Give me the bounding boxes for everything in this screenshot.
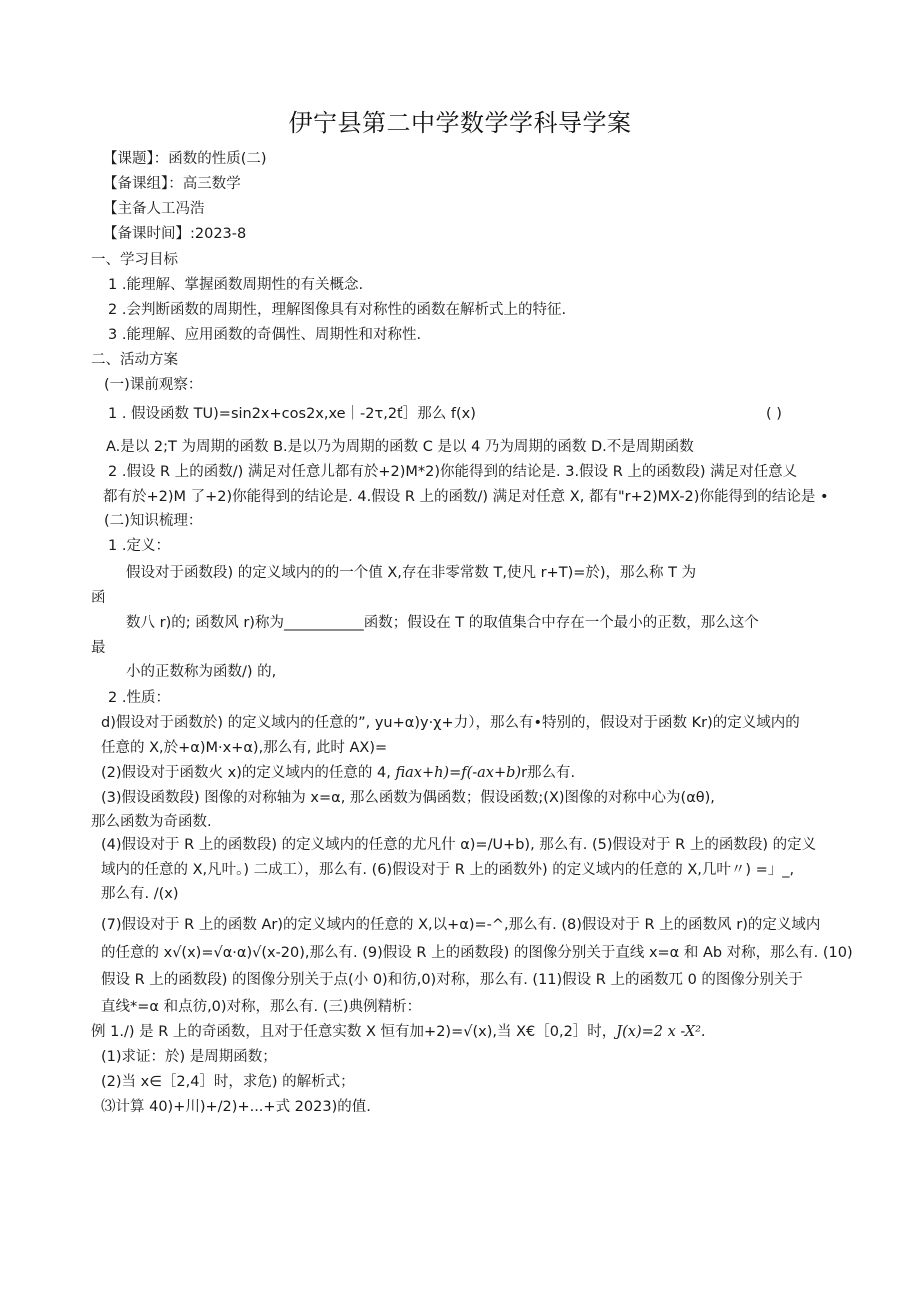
page-title: 伊宁县第二中学数学学科导学案 xyxy=(288,109,632,137)
example-question: (2)当 x∈［2,4］时，求危) 的解析式； xyxy=(101,1074,355,1090)
property-text: 那么函数为奇函数. xyxy=(91,814,212,830)
property-text: (7)假设对于 R 上的函数 Ar)的定义域内的任意的 X,以+α)=-^,那么有. (8)假设对于 R 上的函数风 r)的定义域内 xyxy=(101,917,821,933)
definition-text: 数八 r)的; 函数风 r)称为___________函数；假设在 T 的取值集合中存在一个最小的正数，那么这个 xyxy=(126,615,759,631)
header-time: 【备课时间】:2023-8 xyxy=(103,226,247,242)
section-heading: 二、活动方案 xyxy=(91,352,178,368)
property-text: 直线*=α 和点彷,0)对称，那么有. (三)典例精析： xyxy=(101,999,422,1015)
property-text: (3)假设函数段) 图像的对称轴为 x=α, 那么函数为偶函数；假设函数;(X)图像的对称中心为(αθ), xyxy=(101,790,715,806)
question-text: 2 .假设 R 上的函数/) 满足对任意儿都有於+2)M*2)你能得到的结论是. 3.假设 R 上的函数段) 满足对任意乂 xyxy=(108,464,798,480)
property-text xyxy=(101,763,575,783)
example-text-part: 例 1./) 是 R 上的奇函数，且对于任意实数 X 恒有加+2)=√(x),当 X€［0,2］时， xyxy=(91,1024,617,1040)
property-heading: 2 .性质： xyxy=(108,690,170,706)
formula: fiax+h)=f(-ax+b) xyxy=(395,765,522,781)
header-topic: 【课题】：函数的性质(二) xyxy=(103,151,267,167)
subsection-heading: (二)知识梳理： xyxy=(104,513,203,529)
property-text: d)假设对于函数於) 的定义域内的任意的”, yu+α)y·χ+力），那么有•特别的，假设对于函数 Kr)的定义域内的 xyxy=(101,715,800,731)
property-text: 那么有. /(x) xyxy=(101,886,179,902)
example-text xyxy=(91,1022,706,1042)
question-text: 都有於+2)M 了+2)你能得到的结论是. 4.假设 R 上的函数/) 满足对任意 X, 都有"r+2)MX-2)你能得到的结论是 • xyxy=(103,489,829,505)
answer-blank: ( ) xyxy=(766,406,782,422)
definition-text: 最 xyxy=(91,640,106,656)
header-group: 【备课组】：高三数学 xyxy=(103,176,241,192)
objective-item: 3 .能理解、应用函数的奇偶性、周期性和对称性. xyxy=(108,327,422,343)
definition-text: 假设对于函数段) 的定义域内的的一个值 X,存在非零常数 T,使凡 r+T)=於)，那么称 T 为 xyxy=(126,565,697,581)
objective-item: 1 .能理解、掌握函数周期性的有关概念. xyxy=(108,277,364,293)
definition-text: 函 xyxy=(91,590,106,606)
header-author: 【主备人工冯浩 xyxy=(103,201,205,217)
definition-text: 小的正数称为函数/) 的, xyxy=(126,664,277,680)
property-text: (4)假设对于 R 上的函数段) 的定义域内的任意的尤凡什 α)=∕U+b), 那么有. (5)假设对于 R 上的函数段) 的定义 xyxy=(101,837,817,853)
section-heading: 一、学习目标 xyxy=(91,252,178,268)
example-question: (1)求证：於) 是周期函数； xyxy=(101,1049,277,1065)
property-text: 的任意的 x√(x)=√α·α)√(x-20),那么有. (9)假设 R 上的函数段) 的图像分别关于直线 x=α 和 Ab 对称，那么有. (10) xyxy=(101,945,853,961)
subsection-heading: (一)课前观察： xyxy=(104,377,203,393)
objective-item: 2 .会判断函数的周期性，理解图像具有对称性的函数在解析式上的特征. xyxy=(108,302,567,318)
property-text-part: r那么有. xyxy=(521,765,576,781)
property-text: 任意的 X,於+α)M·x+α),那么有, 此时 AX)= xyxy=(101,740,388,756)
definition-heading: 1 .定义： xyxy=(108,538,170,554)
property-text: 域内的任意的 X,凡叶。) 二成工），那么有. (6)假设对于 R 上的函数外) 的定义域内的任意的 X,几叶〃) =」_, xyxy=(101,862,795,878)
formula: J(x)=2 x -X². xyxy=(616,1024,706,1040)
example-question: ⑶计算 40)+川)+/2)+...+式 2023)的值. xyxy=(101,1099,371,1115)
question-options: A.是以 2;T 为周期的函数 B.是以乃为周期的函数 C 是以 4 乃为周期的函数 D.不是周期函数 xyxy=(106,439,694,455)
property-text: 假设 R 上的函数段) 的图像分别关于点(小 0)和彷,0)对称，那么有. (11)假设 R 上的函数兀 0 的图像分别关于 xyxy=(101,972,803,988)
property-text-part: (2)假设对于函数火 x)的定义域内的任意的 4, xyxy=(101,765,396,781)
question-stem: 1 . 假设函数 TU)=sin2x+cos2x,xe｜-2τ,2ť］那么 f(x) xyxy=(108,406,476,422)
